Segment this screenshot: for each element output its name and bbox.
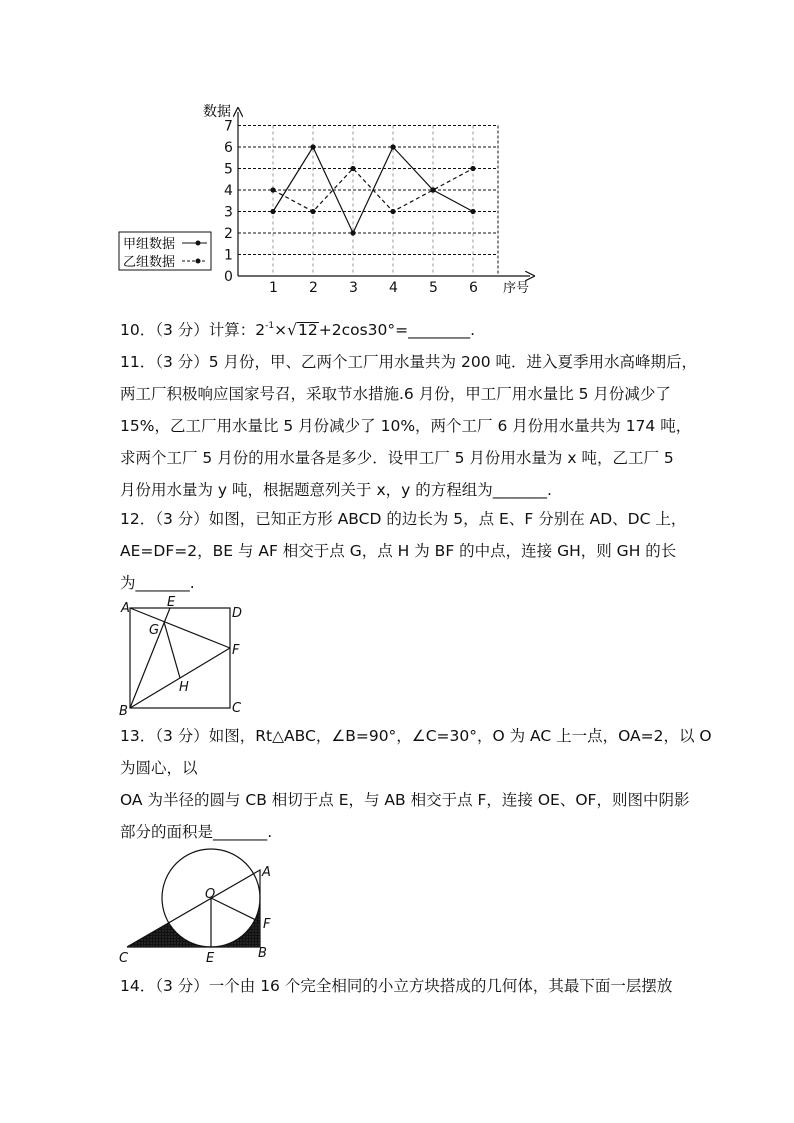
- q10-prefix: 10．（3 分）计算：2: [120, 321, 266, 339]
- question-14: [120, 970, 680, 1002]
- chart-axes: [238, 112, 530, 276]
- y-tick-label-1: 1: [224, 247, 233, 264]
- q13-line-1: 13．（3 分）如图，Rt△ABC，∠B=90°，∠C=30°，O 为 AC 上一点，OA=2，以 O: [120, 727, 712, 745]
- label-c: C: [119, 951, 129, 965]
- shaded-region: [127, 898, 260, 947]
- label-o: O: [205, 887, 216, 902]
- label-b: B: [258, 946, 267, 961]
- label-a: A: [121, 601, 130, 616]
- q11-line-2: 两工厂积极响应国家号召，采取节水措施.6 月份，甲工厂用水量比 5 月份减少了: [120, 385, 671, 403]
- x-tick-label-2: 2: [309, 280, 318, 296]
- label-e: E: [206, 951, 215, 965]
- label-f: F: [263, 917, 271, 932]
- chart-tick-labels: [224, 119, 478, 297]
- chart-legend: [119, 232, 211, 270]
- y-tick-label-4: 4: [224, 183, 233, 199]
- circle-triangle-figure: [112, 840, 282, 965]
- y-tick-label-7: 7: [224, 118, 233, 135]
- q13-line-4: 部分的面积是_______.: [120, 823, 273, 841]
- x-tick-label-1: 1: [269, 280, 278, 296]
- label-a: A: [262, 865, 271, 880]
- x-tick-label-4: 4: [389, 280, 398, 296]
- y-tick-label-6: 6: [224, 140, 233, 156]
- q10-radicand: 12: [298, 321, 318, 339]
- q11-line-3: 15%，乙工厂用水量比 5 月份减少了 10%，两个工厂 6 月份用水量共为 174 吨，: [120, 417, 692, 435]
- data-point-s1-4: [390, 144, 395, 149]
- sqrt-icon: √: [287, 321, 297, 339]
- data-point-s1-2: [310, 144, 315, 149]
- data-point-s2-6: [470, 166, 475, 171]
- label-f: F: [232, 643, 240, 658]
- q11-line-4: 求两个工厂 5 月份的用水量各是多少．设甲工厂 5 月份用水量为 x 吨，乙工厂 5: [120, 449, 674, 467]
- label-d: D: [232, 606, 243, 621]
- q14-line-1: 14．（3 分）一个由 16 个完全相同的小立方块搭成的几何体，其最下面一层摆放: [120, 977, 673, 995]
- x-axis-label: 序号: [503, 281, 530, 296]
- q11-line-1: 11．（3 分）5 月份，甲、乙两个工厂用水量共为 200 吨．进入夏季用水高峰期后，: [120, 353, 697, 371]
- question-10: [120, 310, 680, 342]
- q10-times: ×: [274, 321, 288, 339]
- q12-line-3: 为_______.: [120, 574, 195, 592]
- legend-marker-series-1: [196, 241, 201, 246]
- q13-line-2: 为圆心，以: [120, 759, 198, 777]
- x-tick-label-5: 5: [429, 280, 438, 296]
- legend-marker-series-2: [196, 259, 201, 264]
- data-point-s1-6: [470, 209, 475, 214]
- question-12: [120, 503, 687, 599]
- y-tick-label-5: 5: [224, 161, 233, 178]
- q10-suffix: +2cos30°=________.: [318, 321, 476, 339]
- y-tick-label-3: 3: [224, 204, 233, 221]
- triangle-abc: [127, 870, 260, 947]
- y-tick-label-2: 2: [224, 226, 233, 242]
- y-tick-label-0: 0: [224, 269, 233, 285]
- x-tick-label-6: 6: [469, 280, 478, 296]
- q10-exponent: -1: [265, 321, 275, 331]
- data-point-s2-4: [390, 209, 395, 214]
- legend-label-series-2: 乙组数据: [123, 255, 176, 270]
- data-point-s2-5: [430, 187, 435, 192]
- data-point-s2-3: [350, 166, 355, 171]
- q13-line-3: OA 为半径的圆与 CB 相切于点 E，与 AB 相交于点 F，连接 OE、OF，则图中阴影: [120, 791, 690, 809]
- label-e: E: [167, 595, 176, 610]
- label-c: C: [232, 701, 242, 716]
- data-point-s2-2: [310, 209, 315, 214]
- data-point-s1-3: [350, 230, 355, 235]
- question-11: [120, 346, 697, 506]
- question-13: [120, 720, 712, 848]
- label-g: G: [149, 623, 160, 638]
- line-chart: [110, 95, 540, 300]
- q12-line-2: AE=DF=2，BE 与 AF 相交于点 G，点 H 为 BF 的中点，连接 GH，则 GH 的长: [120, 542, 677, 560]
- label-h: H: [179, 680, 189, 695]
- segment-of: [211, 898, 260, 922]
- square-figure: [115, 595, 255, 720]
- legend-label-series-1: 甲组数据: [123, 237, 176, 252]
- y-axis-label: 数据: [203, 104, 231, 120]
- data-point-s1-1: [270, 209, 275, 214]
- q12-line-1: 12．（3 分）如图，已知正方形 ABCD 的边长为 5，点 E、F 分别在 AD、DC 上，: [120, 510, 687, 528]
- q11-line-5: 月份用水量为 y 吨，根据题意列关于 x，y 的方程组为_______.: [120, 481, 552, 499]
- label-b: B: [119, 704, 128, 719]
- x-tick-label-3: 3: [349, 280, 358, 296]
- segment-af: [130, 608, 230, 648]
- data-point-s2-1: [270, 187, 275, 192]
- segment-gh: [164, 622, 180, 678]
